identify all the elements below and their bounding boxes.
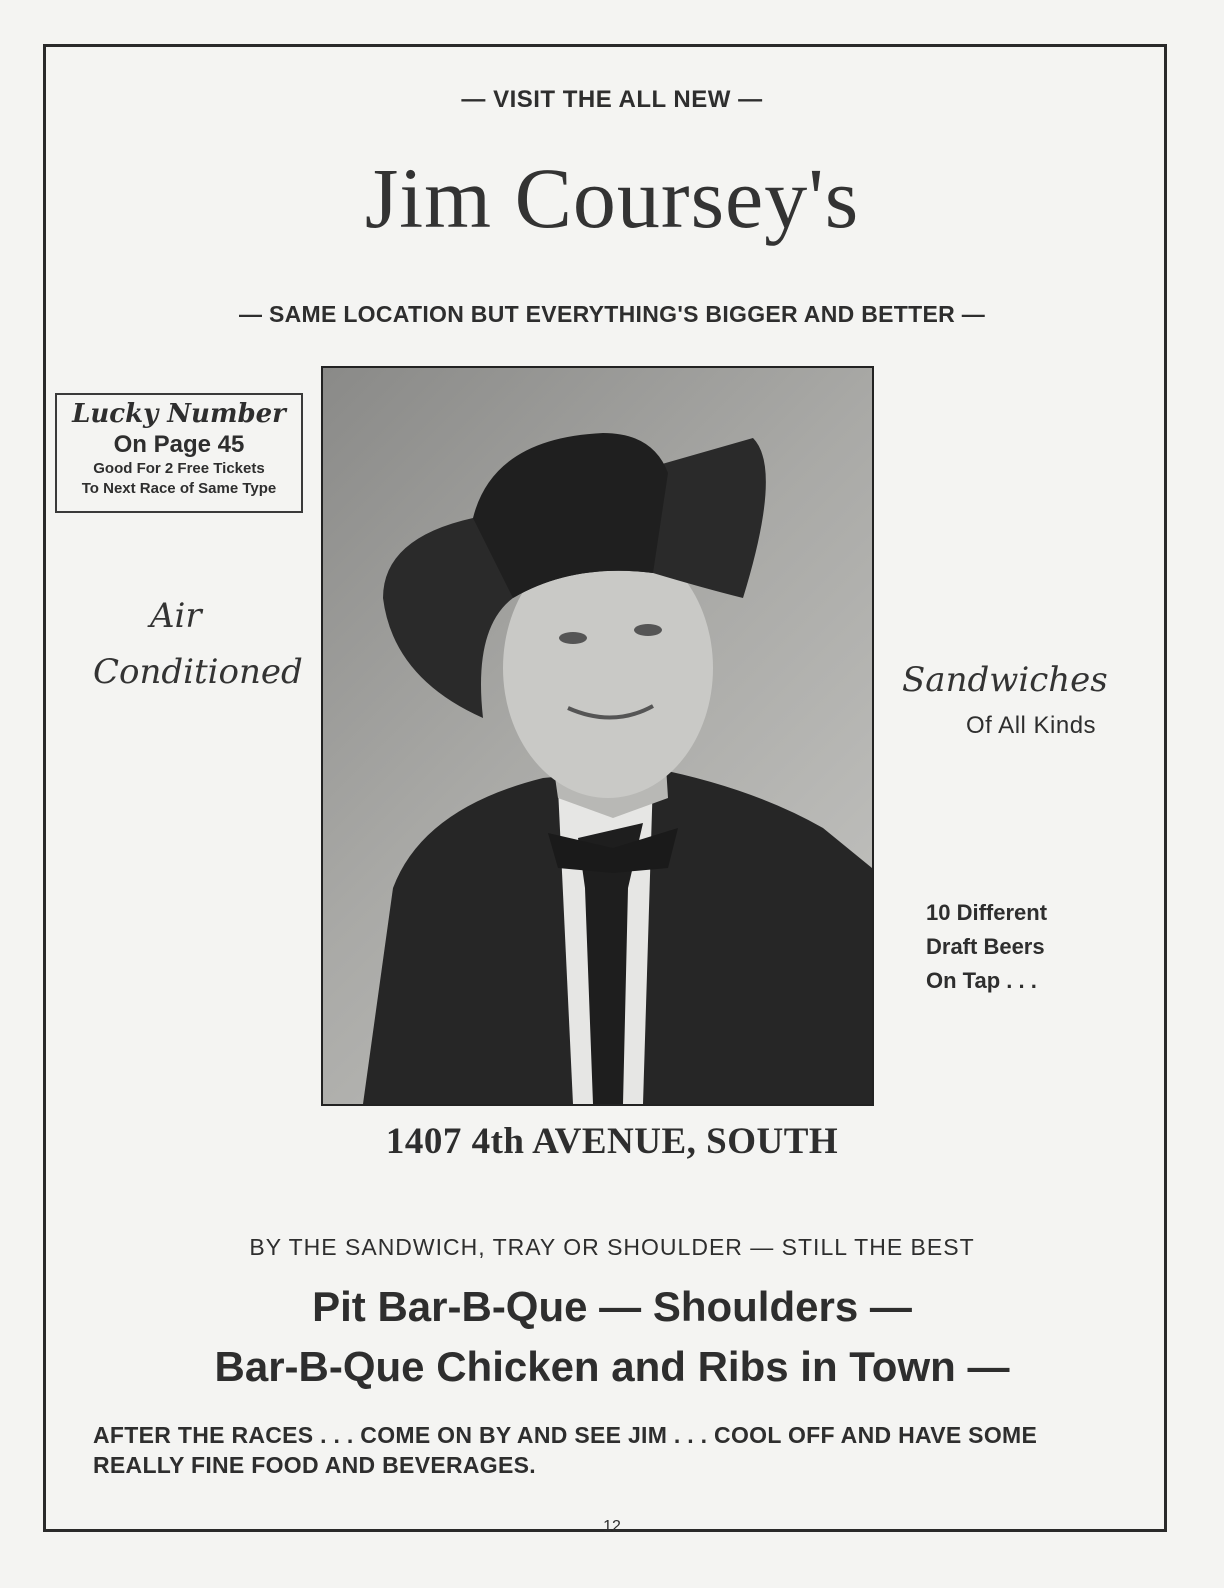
business-name: Jim Coursey's (364, 150, 860, 246)
visit-heading: — VISIT THE ALL NEW — (461, 86, 763, 113)
conditioned-label: Conditioned (93, 652, 303, 692)
lucky-line-1: Good For 2 Free Tickets (93, 460, 265, 477)
all-kinds-label: Of All Kinds (966, 712, 1097, 739)
after-races-text (93, 1420, 1133, 1480)
by-the-sandwich-line: BY THE SANDWICH, TRAY OR SHOULDER — STILL THE BEST (249, 1234, 975, 1260)
after-line-1: AFTER THE RACES . . . COME ON BY AND SEE JIM . . . COOL OFF AND HAVE SOME (93, 1422, 1038, 1448)
air-label: Air (150, 596, 202, 636)
beers-line-2: Draft Beers (926, 934, 1045, 959)
lucky-line-2: To Next Race of Same Type (81, 480, 277, 497)
beers-line-3: On Tap . . . (926, 968, 1037, 993)
headline-line-2: Bar-B-Que Chicken and Ribs in Town — (214, 1343, 1010, 1390)
lucky-number-box (55, 393, 303, 513)
lucky-page: On Page 45 (113, 431, 245, 458)
tagline: — SAME LOCATION BUT EVERYTHING'S BIGGER AND BETTER — (238, 301, 986, 327)
portrait-photo (321, 366, 874, 1106)
page-number: 12 (603, 1518, 621, 1535)
draft-beers-text (926, 896, 1047, 998)
address: 1407 4th AVENUE, SOUTH (385, 1121, 839, 1162)
after-line-2: REALLY FINE FOOD AND BEVERAGES. (93, 1452, 536, 1478)
lucky-title: Lucky Number (72, 399, 286, 429)
beers-line-1: 10 Different (926, 900, 1048, 925)
headline-line-1: Pit Bar-B-Que — Shoulders — (312, 1283, 912, 1330)
sandwiches-label: Sandwiches (902, 660, 1108, 700)
